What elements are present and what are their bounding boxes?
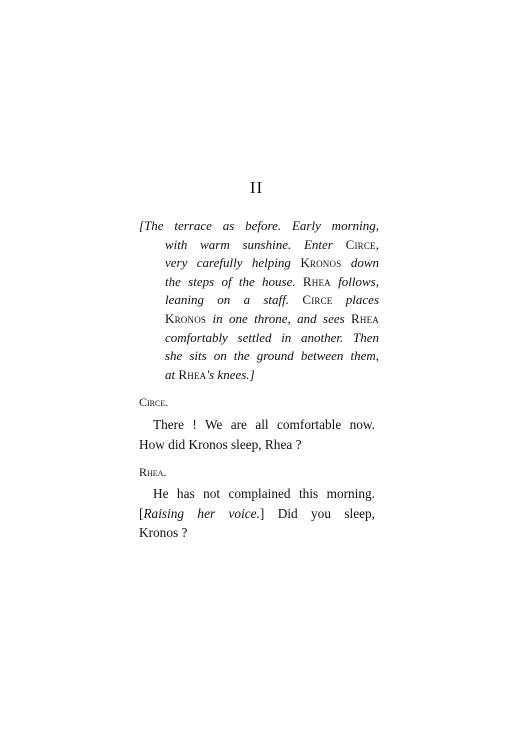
italic-text: comfortably settled in another. Then [165,329,379,345]
bracket: [ [139,218,145,233]
stage-line [139,291,379,310]
speech-text: There ! We are all comfortable now. [153,417,375,432]
bracket: ] [249,366,255,382]
character-name: Kronos [300,255,342,271]
italic-text: in one throne, and sees [206,310,352,326]
italic-text: at [165,366,179,382]
italic-text: follows, [330,273,379,289]
section-number: II [249,178,264,197]
speech-line [139,435,375,455]
italic-text: the steps of the house. [165,273,303,289]
speech-line [139,484,375,504]
italic-text: leaning on a staff. [165,292,303,308]
stage-line [139,366,379,385]
italic-text: very carefully helping [165,255,301,271]
stage-direction [139,217,379,384]
stage-line [139,254,379,273]
stage-line [139,217,379,236]
bracket: [ [139,505,144,521]
character-name: Rhea [302,273,331,289]
speech-line [139,415,375,435]
italic-text: down [341,255,379,271]
stage-line [139,236,379,255]
bracket: , [375,236,379,252]
speech-text: Did you sleep, [264,505,375,521]
stage-line [139,273,379,292]
italic-text: Raising her voice. [143,505,260,521]
italic-text: she sits on the ground between them, [165,348,379,364]
italic-text: 's knees. [206,366,250,382]
speech-line [139,504,375,524]
speaker-circe: Circe. [139,395,169,409]
speech-text: How did Kronos sleep, Rhea ? [139,436,302,452]
stage-line [139,310,379,329]
stage-line [139,329,379,348]
italic-text: places [332,292,380,308]
character-name: Circe [345,236,376,252]
character-name: Rhea [178,366,207,382]
speech-text: He has not complained this morning. [153,486,375,501]
speech-circe [139,415,375,454]
italic-text: The terrace as before. Early morning, [144,218,379,233]
speaker-rhea: Rhea. [139,465,167,479]
character-name: Kronos [165,310,207,326]
speech-line [139,523,375,543]
speech-rhea [139,484,375,543]
character-name: Rhea [351,310,379,326]
stage-line [139,347,379,366]
speech-text: Kronos ? [139,525,188,540]
italic-text: with warm sunshine. Enter [165,236,346,252]
character-name: Circe [302,292,333,308]
bracket: ] [259,505,265,521]
